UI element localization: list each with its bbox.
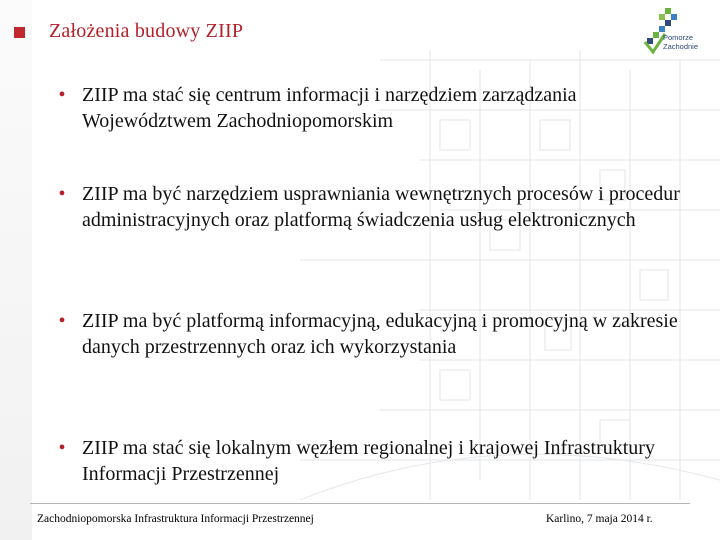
title-square-bullet [14,27,25,38]
bullet-item-3 [55,308,695,360]
bullet-item-1 [55,82,695,134]
bullet-item-4 [55,435,695,487]
bullet-marker: • [58,84,66,106]
bullet-marker: • [58,310,66,332]
footer-date: Karlino, 7 maja 2014 r. [546,513,653,525]
bullet-text: ZIIP ma być platformą informacyjną, edukacyjną i promocyjną w zakresie danych przestrzennych oraz ich wykorzystania [82,310,678,358]
bullet-marker: • [58,437,66,459]
footer-organization: Zachodniopomorska Infrastruktura Informacji Przestrzennej [37,513,314,525]
logo-line-2: Zachodnie [663,42,699,51]
logo-wordmark [663,33,713,51]
bullet-marker: • [58,183,66,205]
bullet-item-2 [55,181,695,233]
bullet-text: ZIIP ma być narzędziem usprawniania wewnętrznych procesów i procedur administracyjnych oraz platformą świadczenia usług elektronicznych [82,183,680,231]
logo-line-1: Pomorze [663,33,694,42]
bullet-text: ZIIP ma stać się centrum informacji i narzędziem zarządzania Województwem Zachodniopomorskim [82,84,577,132]
bullet-text: ZIIP ma stać się lokalnym węzłem regionalnej i krajowej Infrastruktury Informacji Przestrzennej [82,437,655,485]
slide-title: Założenia budowy ZIIP [49,20,244,42]
footer-divider [30,503,690,504]
